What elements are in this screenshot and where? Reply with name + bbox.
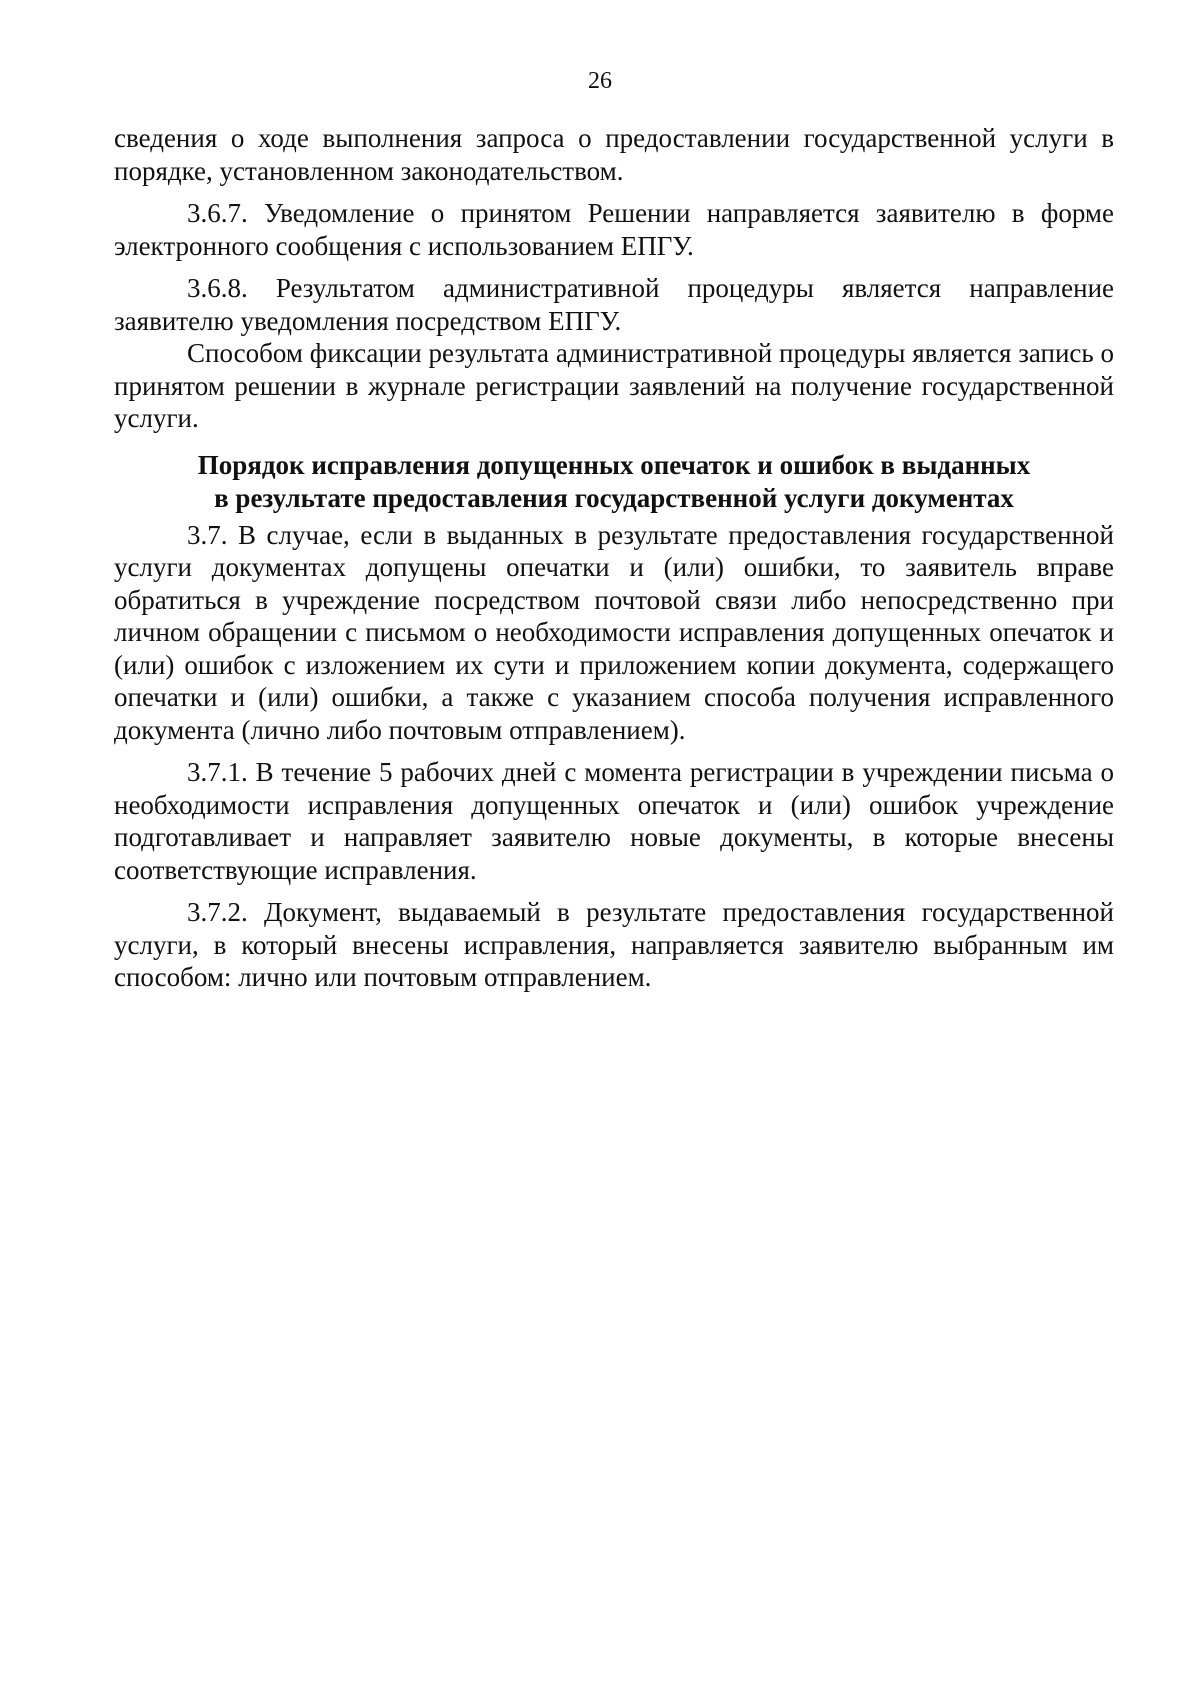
paragraph-fixation-method: Способом фиксации результата административной процедуры является запись о принятом решении в журнале регистрации заявлений на получение государственной услуги. [114, 338, 1114, 433]
section-heading [114, 449, 1114, 515]
section-heading-line-1: Порядок исправления допущенных опечаток и ошибок в выданных [197, 449, 1031, 480]
paragraph-3-7-1: 3.7.1. В течение 5 рабочих дней с момента регистрации в учреждении письма о необходимости исправления допущенных опечаток и (или) ошибок учреждение подготавливает и направляет заявителю новые документы, в которые внесены соответствующие исправления. [114, 757, 1114, 885]
document-body [114, 122, 1114, 1004]
paragraph-3-6-7: 3.6.7. Уведомление о принятом Решении направляется заявителю в форме электронного сообщения с использованием ЕПГУ. [114, 198, 1114, 261]
section-heading-line-2: в результате предоставления государственной услуги документах [214, 482, 1014, 513]
paragraph-continuation: сведения о ходе выполнения запроса о предоставлении государственной услуги в порядке, установленном законодательством. [114, 123, 1114, 186]
paragraph-3-7: 3.7. В случае, если в выданных в результате предоставления государственной услуги документах допущены опечатки и (или) ошибки, то заявитель вправе обратиться в учреждение посредством почтовой связи либо непосредственно при личном обращении с письмом о необходимости исправления допущенных опечаток и (или) ошибок с изложением их сути и приложением копии документа, содержащего опечатки и (или) ошибки, а также с указанием способа получения исправленного документа (лично либо почтовым отправлением). [114, 519, 1114, 745]
paragraph-3-6-8: 3.6.8. Результатом административной процедуры является направление заявителю уведомления посредством ЕПГУ. [114, 273, 1114, 336]
page-number: 26 [588, 68, 612, 94]
paragraph-3-7-2: 3.7.2. Документ, выдаваемый в результате предоставления государственной услуги, в который внесены исправления, направляется заявителю выбранным им способом: лично или почтовым отправлением. [114, 897, 1114, 992]
